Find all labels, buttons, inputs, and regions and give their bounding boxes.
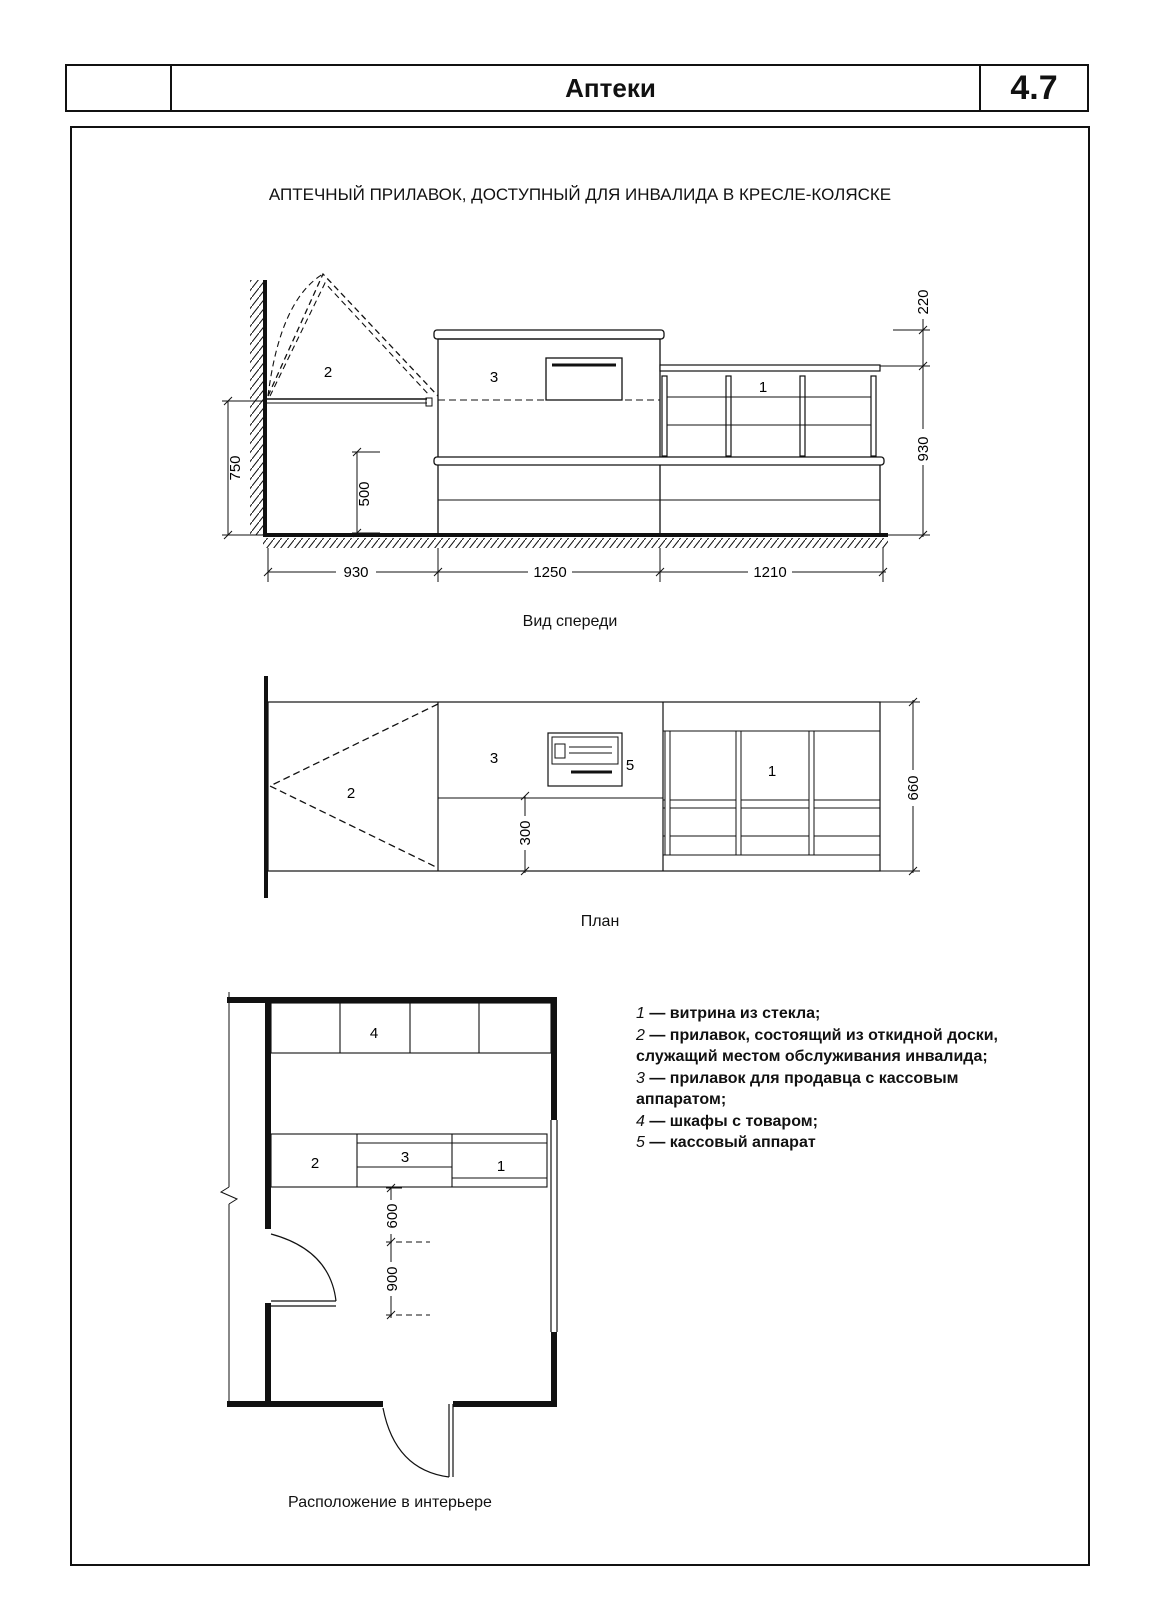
counter-top [434, 330, 664, 339]
counter-shelf [434, 457, 884, 465]
drawing-title: АПТЕЧНЫЙ ПРИЛАВОК, ДОСТУПНЫЙ ДЛЯ ИНВАЛИДА В КРЕСЛЕ-КОЛЯСКЕ [268, 185, 892, 204]
cashier-counter [438, 339, 660, 535]
label-2: 2 [323, 364, 333, 381]
dim-600: 600 [384, 1203, 401, 1229]
plan-label-3: 3 [489, 750, 499, 767]
dim-1250: 1250 [533, 564, 567, 581]
front-view-drawing [222, 274, 932, 582]
bottom-door-arc [383, 1408, 449, 1477]
interior-label-1: 1 [496, 1158, 506, 1175]
legend [636, 1003, 998, 1154]
plan-cash-register [548, 733, 622, 786]
dim-750: 750 [227, 455, 244, 481]
plan-caption: План [580, 913, 620, 930]
front-view-caption: Вид спереди [522, 613, 618, 630]
dim-930-right: 930 [915, 436, 932, 462]
legend-item: 4 — шкафы с товаром; [636, 1112, 818, 1130]
floor-hatch [263, 538, 888, 548]
cabinets [271, 1003, 551, 1053]
interior-label-2: 2 [310, 1155, 320, 1172]
wall-hatch [250, 280, 263, 535]
dim-930-bottom: 930 [343, 564, 369, 581]
showcase-top [660, 365, 880, 371]
legend-item: 3 — прилавок для продавца с кассовым [636, 1069, 959, 1087]
section-number: 4.7 [979, 66, 1087, 110]
plan-showcase [663, 731, 880, 855]
legend-item: аппаратом; [636, 1091, 727, 1108]
dim-1210: 1210 [753, 564, 787, 581]
legend-item: 5 — кассовый аппарат [636, 1134, 816, 1151]
legend-item: 1 — витрина из стекла; [636, 1005, 821, 1022]
dim-220: 220 [915, 289, 932, 315]
label-1: 1 [758, 379, 768, 396]
left-door-arc [271, 1234, 336, 1301]
plan-label-5: 5 [625, 757, 635, 774]
interior-caption: Расположение в интерьере [288, 1494, 492, 1511]
break-mark [221, 1187, 237, 1204]
label-3: 3 [489, 369, 499, 386]
plan-view-drawing [266, 676, 922, 898]
showcase-posts [662, 376, 876, 456]
dim-660: 660 [905, 775, 922, 801]
plan-label-2: 2 [346, 785, 356, 802]
interior-layout-drawing [221, 992, 557, 1477]
plan-label-1: 1 [767, 763, 777, 780]
dimension-right [880, 318, 930, 539]
interior-label-3: 3 [400, 1149, 410, 1166]
interior-label-4: 4 [369, 1025, 379, 1042]
dim-500: 500 [356, 481, 373, 507]
dim-300: 300 [517, 820, 534, 846]
section-title: Аптеки [565, 72, 656, 103]
legend-item: 2 — прилавок, состоящий из откидной доски, [636, 1026, 998, 1044]
dim-900: 900 [384, 1266, 401, 1292]
legend-item: служащий местом обслуживания инвалида; [636, 1048, 988, 1065]
